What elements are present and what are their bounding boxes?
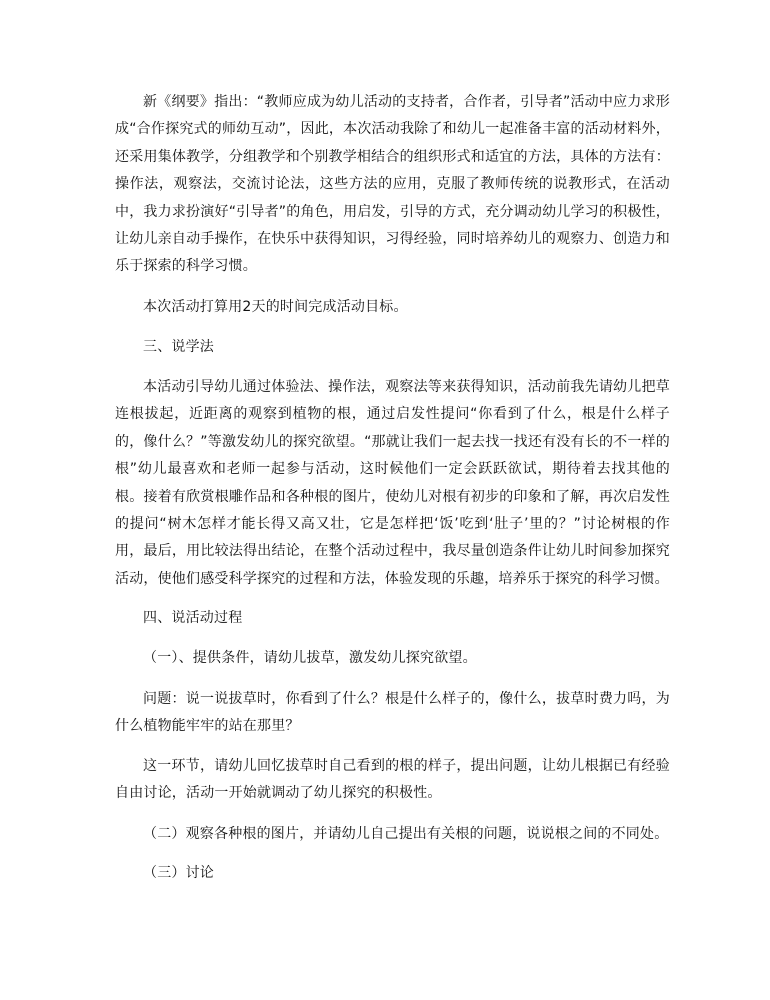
- paragraph-activity-duration: 本次活动打算用2天的时间完成活动目标。: [143, 299, 408, 315]
- paragraph-step-three: （三）讨论: [143, 865, 214, 881]
- paragraph-step-two: （二）观察各种根的图片，并请幼儿自己提出有关根的问题，说说根之间的不同处。: [143, 826, 669, 842]
- section-heading-learning-methods: 三、说学法: [143, 339, 214, 355]
- paragraph-step-one: （一）、提供条件，请幼儿拔草，激发幼儿探究欲望。: [143, 650, 477, 666]
- paragraph-teaching-methods: 新《纲要》指出：“教师应成为幼儿活动的支持者，合作者，引导者”活动中应力求形成“合作探究式的师幼互动”，因此，本次活动我除了和幼儿一起准备丰富的活动材料外，还采用集体教学，分组教学和个别教学相结合的组织形式和适宜的方法，具体的方法有：操作法，观察法，交流讨论法，这些方法的应用，克服了教师传统的说教形式，在活动中，我力求扮演好“引导者”的角色，用启发，引导的方式，充分调动幼儿学习的积极性，让幼儿亲自动手操作，在快乐中获得知识，习得经验，同时培养幼儿的观察力、创造力和乐于探索的科学习惯。: [115, 94, 670, 275]
- section-heading-activity-process: 四、说活动过程: [143, 610, 243, 626]
- paragraph-step-one-explanation: 这一环节，请幼儿回忆拔草时自己看到的根的样子，提出问题，让幼儿根据已有经验自由讨论，活动一开始就调动了幼儿探究的积极性。: [115, 758, 670, 802]
- paragraph-questions: 问题：说一说拔草时，你看到了什么？根是什么样子的，像什么，拔草时费力吗，为什么植物能牢牢的站在那里？: [115, 691, 670, 735]
- paragraph-learning-methods: 本活动引导幼儿通过体验法、操作法，观察法等来获得知识，活动前我先请幼儿把草连根拔起，近距离的观察到植物的根，通过启发性提问“你看到了什么，根是什么样子的，像什么？”等激发幼儿的探究欲望。“那就让我们一起去找一找还有没有长的不一样的根”幼儿最喜欢和老师一起参与活动，这时候他们一定会跃跃欲试，期待着去找其他的根。接着有欣赏根雕作品和各种根的图片，使幼儿对根有初步的印象和了解，再次启发性的提问“树木怎样才能长得又高又壮，它是怎样把‘饭’吃到‘肚子’里的？”讨论树根的作用，最后，用比较法得出结论，在整个活动过程中，我尽量创造条件让幼儿时间参加探究活动，使他们感受科学探究的过程和方法，体验发现的乐趣，培养乐于探究的科学习惯。: [115, 379, 670, 587]
